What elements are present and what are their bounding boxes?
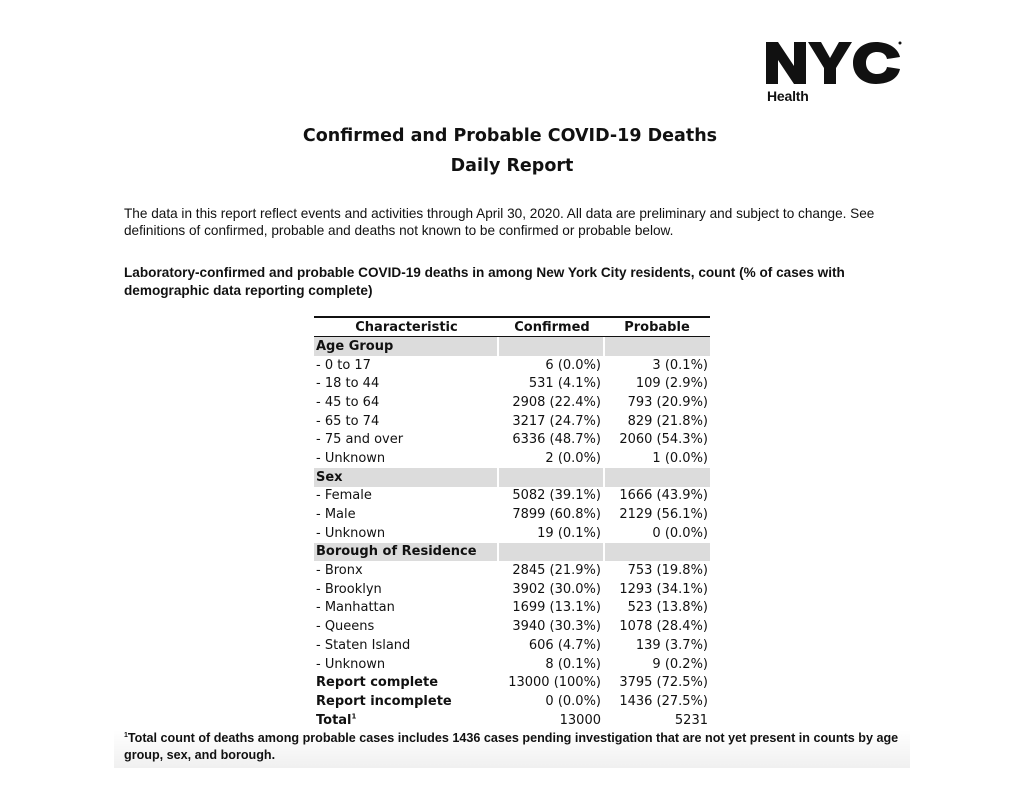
cell-probable: 1078 (28.4%) <box>619 619 708 635</box>
cell-confirmed: 2908 (22.4%) <box>512 394 601 410</box>
cell-characteristic <box>314 376 499 391</box>
row-label: - 75 and over <box>316 432 404 448</box>
cell-probable: 2060 (54.3%) <box>619 432 708 448</box>
cell-characteristic <box>314 414 499 429</box>
cell-characteristic <box>314 619 499 634</box>
cell-characteristic <box>314 488 499 503</box>
cell-probable: 523 (13.8%) <box>627 600 708 616</box>
cell-characteristic <box>314 638 499 653</box>
cell-probable <box>605 468 710 487</box>
cell-confirmed: 7899 (60.8%) <box>512 507 601 523</box>
cell-confirmed <box>499 543 603 562</box>
row-label: - Bronx <box>316 563 363 579</box>
intro-paragraph: The data in this report reflect events and activities through April 30, 2020. All data are preliminary and subject to change. See definitions of confirmed, probable and deaths not known to be confirmed or probable below. <box>124 206 875 238</box>
report-subtitle: Daily Report <box>450 156 574 176</box>
footnote-marker: 1 <box>124 731 128 739</box>
table-heading: Laboratory-confirmed and probable COVID-19 deaths in among New York City residents, count (% of cases with demographic data reporting complete) <box>124 265 845 298</box>
cell-probable: 9 (0.2%) <box>652 656 708 672</box>
table-row <box>314 393 710 412</box>
nyc-health-logo <box>764 40 904 106</box>
cell-confirmed: 2 (0.0%) <box>545 450 601 466</box>
table-row <box>314 449 710 468</box>
cell-confirmed: 531 (4.1%) <box>528 376 601 392</box>
table-row <box>314 412 710 431</box>
table-row <box>314 505 710 524</box>
cell-characteristic <box>314 395 499 410</box>
column-header-characteristic: Characteristic <box>355 319 458 335</box>
cell-probable: 3795 (72.5%) <box>619 675 708 691</box>
cell-characteristic <box>314 600 499 615</box>
row-label: Borough of Residence <box>316 544 477 560</box>
row-label: Age Group <box>316 338 394 354</box>
cell-characteristic <box>314 468 497 487</box>
cell-characteristic <box>314 543 497 562</box>
cell-characteristic <box>314 582 499 597</box>
cell-confirmed: 13000 (100%) <box>508 675 601 691</box>
cell-probable <box>605 337 710 356</box>
row-label: - 45 to 64 <box>316 394 380 410</box>
cell-confirmed: 3940 (30.3%) <box>512 619 601 635</box>
cell-confirmed: 3217 (24.7%) <box>512 413 601 429</box>
row-label: - Manhattan <box>316 600 395 616</box>
cell-probable: 139 (3.7%) <box>635 637 708 653</box>
cell-probable: 3 (0.1%) <box>652 357 708 373</box>
row-label: - Queens <box>316 619 375 635</box>
cell-confirmed: 3902 (30.0%) <box>512 581 601 597</box>
cell-probable <box>605 543 710 562</box>
deaths-table <box>314 316 710 729</box>
table-group-row <box>314 543 710 562</box>
nyc-logo-mark <box>764 40 902 86</box>
total-footnote-marker: 1 <box>351 712 357 721</box>
row-label: Report complete <box>316 675 439 691</box>
cell-confirmed: 1699 (13.1%) <box>512 600 601 616</box>
cell-characteristic <box>314 657 499 672</box>
table-row <box>314 430 710 449</box>
report-title: Confirmed and Probable COVID-19 Deaths <box>302 126 718 146</box>
row-label: - Female <box>316 488 372 504</box>
table-row <box>314 636 710 655</box>
footnote <box>114 730 910 768</box>
table-row <box>314 356 710 375</box>
table-row <box>314 374 710 393</box>
cell-probable: 753 (19.8%) <box>627 563 708 579</box>
cell-probable: 1 (0.0%) <box>652 450 708 466</box>
table-row <box>314 487 710 506</box>
row-label: Report incomplete <box>316 693 452 709</box>
cell-confirmed: 19 (0.1%) <box>537 525 601 541</box>
table-row <box>314 580 710 599</box>
row-label: - Unknown <box>316 525 386 541</box>
cell-probable: 5231 <box>674 712 708 728</box>
table-group-row <box>314 337 710 356</box>
cell-characteristic <box>314 713 499 728</box>
column-header-probable: Probable <box>624 319 690 335</box>
cell-confirmed: 6336 (48.7%) <box>512 432 601 448</box>
cell-characteristic <box>314 563 499 578</box>
cell-confirmed: 0 (0.0%) <box>545 693 601 709</box>
cell-confirmed: 13000 <box>559 712 601 728</box>
cell-characteristic <box>314 358 499 373</box>
table-row <box>314 673 710 692</box>
row-label: - Unknown <box>316 656 386 672</box>
cell-confirmed <box>499 468 603 487</box>
table-row <box>314 711 710 730</box>
cell-probable: 829 (21.8%) <box>627 413 708 429</box>
row-label: Sex <box>316 469 343 485</box>
cell-probable: 1293 (34.1%) <box>619 581 708 597</box>
row-label: - 18 to 44 <box>316 376 380 392</box>
logo-subtitle: Health <box>767 88 809 104</box>
row-label: - 0 to 17 <box>316 357 371 373</box>
cell-confirmed: 606 (4.7%) <box>528 637 601 653</box>
table-group-row <box>314 468 710 487</box>
row-label: - Unknown <box>316 450 386 466</box>
table-row <box>314 524 710 543</box>
cell-probable: 1666 (43.9%) <box>619 488 708 504</box>
table-row <box>314 692 710 711</box>
cell-probable: 1436 (27.5%) <box>619 693 708 709</box>
cell-probable: 109 (2.9%) <box>635 376 708 392</box>
cell-characteristic <box>314 507 499 522</box>
cell-probable: 2129 (56.1%) <box>619 507 708 523</box>
cell-characteristic <box>314 451 499 466</box>
row-label: - Male <box>316 507 356 523</box>
cell-confirmed: 8 (0.1%) <box>545 656 601 672</box>
cell-confirmed: 6 (0.0%) <box>545 357 601 373</box>
table-row <box>314 599 710 618</box>
table-row <box>314 655 710 674</box>
cell-characteristic <box>314 526 499 541</box>
table-header-row <box>314 316 710 337</box>
column-header-confirmed: Confirmed <box>499 320 604 335</box>
row-label: - Brooklyn <box>316 581 382 597</box>
row-label: Total <box>316 712 352 728</box>
cell-characteristic <box>314 675 499 690</box>
cell-probable: 0 (0.0%) <box>652 525 708 541</box>
cell-characteristic <box>314 337 497 356</box>
cell-characteristic <box>314 432 499 447</box>
cell-confirmed: 5082 (39.1%) <box>512 488 601 504</box>
cell-confirmed <box>499 337 603 356</box>
table-row <box>314 561 710 580</box>
footnote-text: Total count of deaths among probable cases includes 1436 cases pending investigation that are not yet present in counts by age group, sex, and borough. <box>124 731 899 762</box>
table-row <box>314 617 710 636</box>
row-label: - Staten Island <box>316 637 411 653</box>
cell-characteristic <box>314 694 499 709</box>
cell-probable: 793 (20.9%) <box>627 394 708 410</box>
cell-confirmed: 2845 (21.9%) <box>512 563 601 579</box>
table-body <box>314 337 710 729</box>
row-label: - 65 to 74 <box>316 413 380 429</box>
